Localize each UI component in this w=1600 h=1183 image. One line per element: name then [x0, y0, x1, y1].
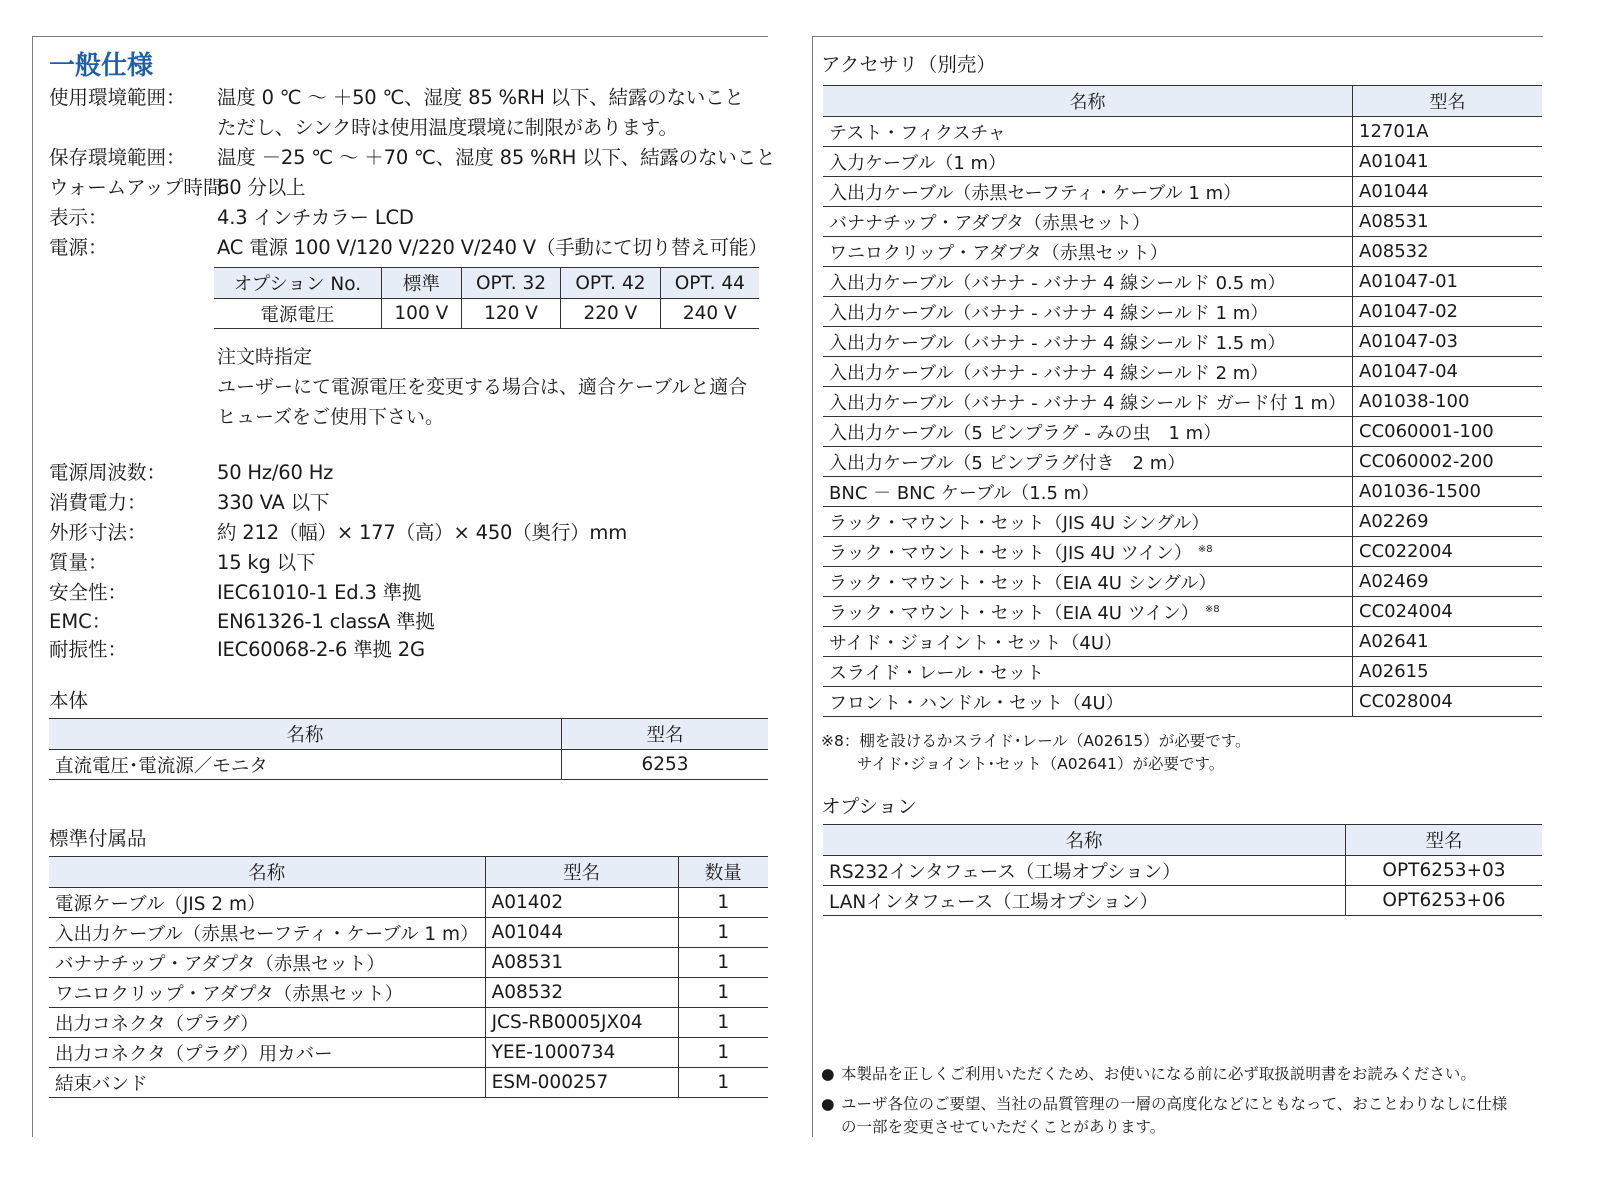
spec-value: 15 kg 以下: [217, 551, 316, 574]
table-cell: [823, 687, 1353, 717]
spec-row: [49, 113, 769, 143]
table-cell: [823, 477, 1353, 507]
order-note-line: ユーザーにて電源電圧を変更する場合は、適合ケーブルと適合: [217, 376, 748, 398]
table-cell: A01047-02: [1353, 297, 1542, 327]
table-header: オプション No.: [214, 268, 381, 299]
table-row: [823, 297, 1542, 327]
footnote-mark: ※8: [1197, 543, 1213, 555]
notice-line: ユーザ各位のご要望、当社の品質管理の一層の高度化などにともなって、おことわりなしに仕様: [841, 1095, 1508, 1113]
bullet-icon: ●: [821, 1065, 835, 1083]
table-header-row: [823, 825, 1542, 856]
main-unit-title: 本体: [49, 689, 89, 712]
table-header: 型名: [1353, 86, 1542, 117]
footnote-mark: ※8: [1204, 603, 1220, 615]
table-cell: [823, 267, 1353, 297]
table-header: OPT. 42: [561, 268, 660, 299]
table-cell: 電源電圧: [214, 299, 381, 329]
accessory-name: バナナチップ・アダプタ（赤黒セット）: [829, 212, 1150, 234]
accessory-name: ラック・マウント・セット（EIA 4U シングル）: [829, 572, 1217, 594]
accessory-name: 入出力ケーブル（バナナ - バナナ 4 線シールド 2 m）: [829, 362, 1269, 384]
table-cell: [823, 447, 1353, 477]
table-cell: A02641: [1353, 627, 1542, 657]
table-row: [823, 477, 1542, 507]
order-note-title: 注文時指定: [217, 346, 313, 368]
spec-label: 使用環境範囲：: [49, 86, 186, 109]
table-cell: A08532: [1353, 237, 1542, 267]
table-cell: RS232インタフェース（工場オプション）: [823, 856, 1346, 886]
spec-label: 表示：: [49, 206, 108, 229]
spec-value: 4.3 インチカラー LCD: [217, 206, 414, 229]
table-header: OPT. 44: [660, 268, 759, 299]
table-cell: 電源ケーブル（JIS 2 m）: [49, 888, 485, 918]
table-cell: CC060002-200: [1353, 447, 1542, 477]
spec-value: 温度 0 ℃ ～ ＋50 ℃、湿度 85 %RH 以下、結露のないこと: [217, 86, 744, 109]
table-cell: 直流電圧･電流源／モニタ: [49, 750, 562, 780]
table-cell: 1: [678, 1008, 768, 1038]
spec-row: [49, 488, 769, 518]
table-cell: OPT6253+06: [1346, 886, 1543, 916]
table-cell: [823, 117, 1353, 147]
accessory-name: スライド・レール・セット: [829, 662, 1045, 684]
table-cell: [823, 537, 1353, 567]
table-row: [823, 537, 1542, 567]
spec-label: 保存環境範囲：: [49, 146, 186, 169]
table-cell: A01402: [485, 888, 678, 918]
options-table: [823, 824, 1542, 916]
table-cell: A01044: [1353, 177, 1542, 207]
spec-label: 消費電力：: [49, 491, 147, 514]
spec-label: 外形寸法：: [49, 521, 147, 544]
footnote-line: ※8：棚を設けるかスライド･レール（A02615）が必要です。: [821, 732, 1251, 750]
main-unit-table: [49, 718, 768, 780]
table-row: [823, 687, 1542, 717]
table-cell: CC024004: [1353, 597, 1542, 627]
table-row: [823, 447, 1542, 477]
table-cell: 結束バンド: [49, 1068, 485, 1098]
table-cell: [823, 627, 1353, 657]
accessory-name: ラック・マウント・セット（JIS 4U シングル）: [829, 512, 1210, 534]
table-header: OPT. 32: [461, 268, 560, 299]
spec-row: [49, 233, 769, 263]
spec-label: EMC：: [49, 610, 112, 633]
std-accessories-title: 標準付属品: [49, 827, 147, 850]
table-cell: [823, 357, 1353, 387]
table-cell: A08531: [1353, 207, 1542, 237]
table-header: 標準: [381, 268, 461, 299]
table-cell: A01038-100: [1353, 387, 1542, 417]
table-cell: 120 V: [461, 299, 560, 329]
spec-row: [49, 578, 769, 608]
table-row: [823, 417, 1542, 447]
table-cell: [823, 297, 1353, 327]
spec-row: [49, 636, 769, 664]
notice-item: [821, 1063, 1546, 1086]
notice-line: の一部を変更させていただくことがあります。: [841, 1118, 1166, 1136]
accessory-name: ワニロクリップ・アダプタ（赤黒セット）: [829, 242, 1168, 264]
table-row: [49, 888, 768, 918]
std-accessories-table: [49, 856, 768, 1098]
general-spec-list-2: [49, 458, 769, 664]
table-header: 型名: [1346, 825, 1543, 856]
table-cell: A01044: [485, 918, 678, 948]
general-spec-title: 一般仕様: [49, 51, 154, 81]
spec-row: [49, 518, 769, 548]
footnote-line: サイド･ジョイント･セット（A02641）が必要です。: [857, 755, 1225, 773]
left-column: [32, 36, 776, 1137]
table-row: [49, 1008, 768, 1038]
table-row: [823, 627, 1542, 657]
table-row: [49, 948, 768, 978]
table-header: 名称: [49, 719, 562, 750]
table-header-row: [49, 857, 768, 888]
table-cell: [823, 657, 1353, 687]
spec-value: AC 電源 100 V/120 V/220 V/240 V（手動にて切り替え可能）: [217, 236, 768, 259]
accessory-name: テスト・フィクスチャ: [829, 122, 1006, 144]
table-cell: 1: [678, 1038, 768, 1068]
table-row: [823, 147, 1542, 177]
table-row: [823, 117, 1542, 147]
table-row: [214, 299, 759, 329]
table-row: [49, 978, 768, 1008]
table-cell: A08532: [485, 978, 678, 1008]
table-header: 名称: [49, 857, 485, 888]
spec-label: 耐振性：: [49, 638, 128, 661]
spec-value: 50 Hz/60 Hz: [217, 461, 334, 484]
spec-label: 電源周波数：: [49, 461, 167, 484]
notice-text: 本製品を正しくご利用いただくため、お使いになる前に必ず取扱説明書をお読みください。: [841, 1065, 1476, 1083]
order-note-line: ヒューズをご使用下さい。: [217, 406, 445, 428]
table-cell: OPT6253+03: [1346, 856, 1543, 886]
accessory-name: 入力ケーブル（1 m）: [829, 152, 1007, 174]
table-cell: A02269: [1353, 507, 1542, 537]
bullet-icon: ●: [821, 1095, 835, 1113]
table-cell: CC022004: [1353, 537, 1542, 567]
accessory-name: 入出力ケーブル（5 ピンプラグ付き 2 m）: [829, 452, 1186, 474]
table-row: [823, 507, 1542, 537]
table-row: [823, 657, 1542, 687]
table-row: [49, 1068, 768, 1098]
table-cell: [823, 207, 1353, 237]
table-cell: A01036-1500: [1353, 477, 1542, 507]
accessory-name: 入出力ケーブル（赤黒セーフティ・ケーブル 1 m）: [829, 182, 1242, 204]
table-cell: CC028004: [1353, 687, 1542, 717]
spec-value: 温度 －25 ℃ ～ ＋70 ℃、湿度 85 %RH 以下、結露のないこと: [217, 146, 776, 169]
accessory-name: 入出力ケーブル（バナナ - バナナ 4 線シールド 0.5 m）: [829, 272, 1286, 294]
spec-row: [49, 203, 769, 233]
table-cell: [823, 327, 1353, 357]
table-cell: 1: [678, 888, 768, 918]
spec-row: [49, 458, 769, 488]
notice-text: [841, 1093, 1507, 1139]
table-header: 型名: [485, 857, 678, 888]
spec-label: 質量：: [49, 551, 108, 574]
table-cell: JCS-RB0005JX04: [485, 1008, 678, 1038]
notice-item: [821, 1093, 1546, 1139]
table-cell: 100 V: [381, 299, 461, 329]
accessory-name: ラック・マウント・セット（JIS 4U ツイン）: [829, 542, 1192, 564]
table-row: [823, 567, 1542, 597]
spec-label: ウォームアップ時間：: [49, 176, 242, 199]
accessories-footnote: [821, 730, 1251, 776]
accessory-name: 入出力ケーブル（5 ピンプラグ - みの虫 1 m）: [829, 422, 1222, 444]
table-cell: 出力コネクタ（プラグ）用カバー: [49, 1038, 485, 1068]
table-cell: A08531: [485, 948, 678, 978]
spec-label: 電源：: [49, 236, 108, 259]
table-cell: 6253: [562, 750, 769, 780]
general-spec-list: [49, 83, 776, 263]
table-row: [823, 267, 1542, 297]
table-cell: CC060001-100: [1353, 417, 1542, 447]
spec-row: [49, 548, 769, 578]
table-cell: ESM-000257: [485, 1068, 678, 1098]
spec-value: IEC60068-2-6 準拠 2G: [217, 638, 425, 661]
order-note: [217, 342, 777, 432]
table-cell: A02615: [1353, 657, 1542, 687]
table-row: [823, 856, 1542, 886]
table-cell: A01047-01: [1353, 267, 1542, 297]
accessory-name: 入出力ケーブル（バナナ - バナナ 4 線シールド 1.5 m）: [829, 332, 1286, 354]
table-cell: 240 V: [660, 299, 759, 329]
table-header: 型名: [562, 719, 769, 750]
accessory-name: 入出力ケーブル（バナナ - バナナ 4 線シールド ガード付 1 m）: [829, 392, 1347, 414]
table-cell: A01041: [1353, 147, 1542, 177]
right-column: [812, 36, 1543, 1137]
table-cell: 220 V: [561, 299, 660, 329]
spec-label: [49, 113, 217, 143]
spec-row: [49, 83, 769, 113]
table-cell: 出力コネクタ（プラグ）: [49, 1008, 485, 1038]
table-cell: [823, 567, 1353, 597]
spec-value: ただし、シンク時は使用温度環境に制限があります。: [217, 116, 678, 139]
table-cell: 1: [678, 948, 768, 978]
table-row: [823, 207, 1542, 237]
table-row: [823, 387, 1542, 417]
spec-value: IEC61010-1 Ed.3 準拠: [217, 581, 422, 604]
notices: [821, 1063, 1546, 1139]
spec-value: 330 VA 以下: [217, 491, 330, 514]
table-header: 名称: [823, 86, 1353, 117]
table-cell: 入出力ケーブル（赤黒セーフティ・ケーブル 1 m）: [49, 918, 485, 948]
table-row: [823, 327, 1542, 357]
accessory-name: 入出力ケーブル（バナナ - バナナ 4 線シールド 1 m）: [829, 302, 1269, 324]
spec-label: 安全性：: [49, 581, 128, 604]
spec-row: [49, 143, 776, 173]
table-row: [823, 357, 1542, 387]
table-header-row: [823, 86, 1542, 117]
table-row: [823, 886, 1542, 916]
power-voltage-table: [214, 267, 759, 329]
accessories-title: アクセサリ（別売）: [821, 53, 996, 76]
table-row: [823, 597, 1542, 627]
table-cell: [823, 597, 1353, 627]
table-row: [49, 1038, 768, 1068]
options-title: オプション: [821, 795, 917, 818]
accessory-name: サイド・ジョイント・セット（4U）: [829, 632, 1123, 654]
table-header-row: [49, 719, 768, 750]
table-cell: [823, 177, 1353, 207]
table-cell: A02469: [1353, 567, 1542, 597]
table-cell: A01047-03: [1353, 327, 1542, 357]
table-cell: [823, 387, 1353, 417]
accessories-table: [823, 85, 1542, 717]
table-cell: ワニロクリップ・アダプタ（赤黒セット）: [49, 978, 485, 1008]
table-header-row: [214, 268, 759, 299]
table-row: [823, 237, 1542, 267]
table-cell: [823, 147, 1353, 177]
table-cell: 1: [678, 978, 768, 1008]
spec-row: [49, 173, 769, 203]
table-cell: 12701A: [1353, 117, 1542, 147]
table-cell: [823, 237, 1353, 267]
table-cell: LANインタフェース（工場オプション）: [823, 886, 1346, 916]
spec-value: EN61326-1 classA 準拠: [217, 610, 435, 633]
accessory-name: BNC － BNC ケーブル（1.5 m）: [829, 482, 1100, 504]
accessory-name: ラック・マウント・セット（EIA 4U ツイン）: [829, 602, 1199, 624]
table-cell: [823, 507, 1353, 537]
table-cell: 1: [678, 918, 768, 948]
table-header: 数量: [678, 857, 768, 888]
spec-value: 60 分以上: [217, 176, 306, 199]
table-cell: A01047-04: [1353, 357, 1542, 387]
spec-value: 約 212（幅）× 177（高）× 450（奥行）mm: [217, 521, 628, 544]
table-cell: バナナチップ・アダプタ（赤黒セット）: [49, 948, 485, 978]
table-cell: 1: [678, 1068, 768, 1098]
spec-row: [49, 608, 769, 636]
accessory-name: フロント・ハンドル・セット（4U）: [829, 692, 1124, 714]
table-header: 名称: [823, 825, 1346, 856]
table-cell: [823, 417, 1353, 447]
table-row: [49, 918, 768, 948]
table-row: [49, 750, 768, 780]
table-row: [823, 177, 1542, 207]
table-cell: YEE-1000734: [485, 1038, 678, 1068]
